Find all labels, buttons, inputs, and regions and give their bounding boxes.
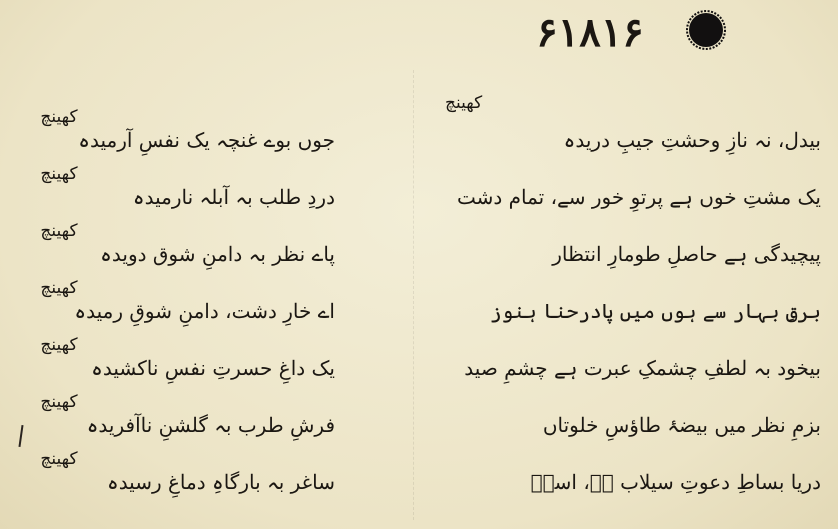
verse-text: بیدل، نہ نازِ وحشتِ جیبِ دریدہ [563, 128, 821, 152]
verse-text: یک داغِ حسرتِ نفسِ ناکشیدہ [91, 356, 335, 380]
verse-line [425, 460, 825, 517]
verse-line [20, 449, 415, 517]
verse-line [425, 403, 825, 460]
page-number: ۶۱۸۱۶ [536, 9, 644, 56]
verse-line [425, 232, 825, 289]
radif-word: کھینچ [40, 449, 78, 469]
left-column [20, 107, 415, 517]
verse-text: اے خارِ دشت، دامنِ شوقِ رمیدہ [74, 299, 335, 323]
radif-word: کھینچ [40, 278, 78, 298]
verse-line [425, 289, 825, 346]
verse-text: جوں بوے غنچہ یک نفسِ آرمیدہ [78, 128, 335, 152]
verse-text: یک مشتِ خوں ہے پرتوِ خور سے، تمام دشت [456, 185, 821, 209]
verse-text: بزمِ نظر میں بیضۂ طاؤسِ خلوتاں [542, 413, 821, 437]
verse-line [425, 93, 825, 175]
verse-text: ساغر بہ بارگاہِ دماغِ رسیدہ [106, 470, 335, 494]
verse-text: برقِ بہار سے ہوں میں پادرحنا ہنوز [489, 299, 821, 323]
radif-word: کھینچ [40, 221, 78, 241]
verse-text: دریا بساطِ دعوتِ سیلاب ہے، اسدؔ [530, 470, 821, 494]
radif-word: کھینچ [445, 93, 483, 113]
verse-text: پیچیدگی ہے حاصلِ طومارِ انتظار [552, 242, 821, 266]
verse-text: پاے نظر بہ دامنِ شوق دویدہ [100, 242, 335, 266]
radif-word: کھینچ [40, 335, 78, 355]
verse-text: دردِ طلب بہ آبلہ نارمیدہ [132, 185, 335, 209]
verse-text: فرشِ طرب بہ گلشنِ ناآفریدہ [86, 413, 335, 437]
radif-word: کھینچ [40, 164, 78, 184]
right-column [425, 93, 825, 517]
ink-seal-icon [686, 10, 726, 50]
verse-line [425, 175, 825, 232]
verse-text: بیخود بہ لطفِ چشمکِ عبرت ہے چشمِ صید [464, 356, 821, 380]
radif-word: کھینچ [40, 107, 78, 127]
radif-word: کھینچ [40, 392, 78, 412]
verse-line [425, 346, 825, 403]
